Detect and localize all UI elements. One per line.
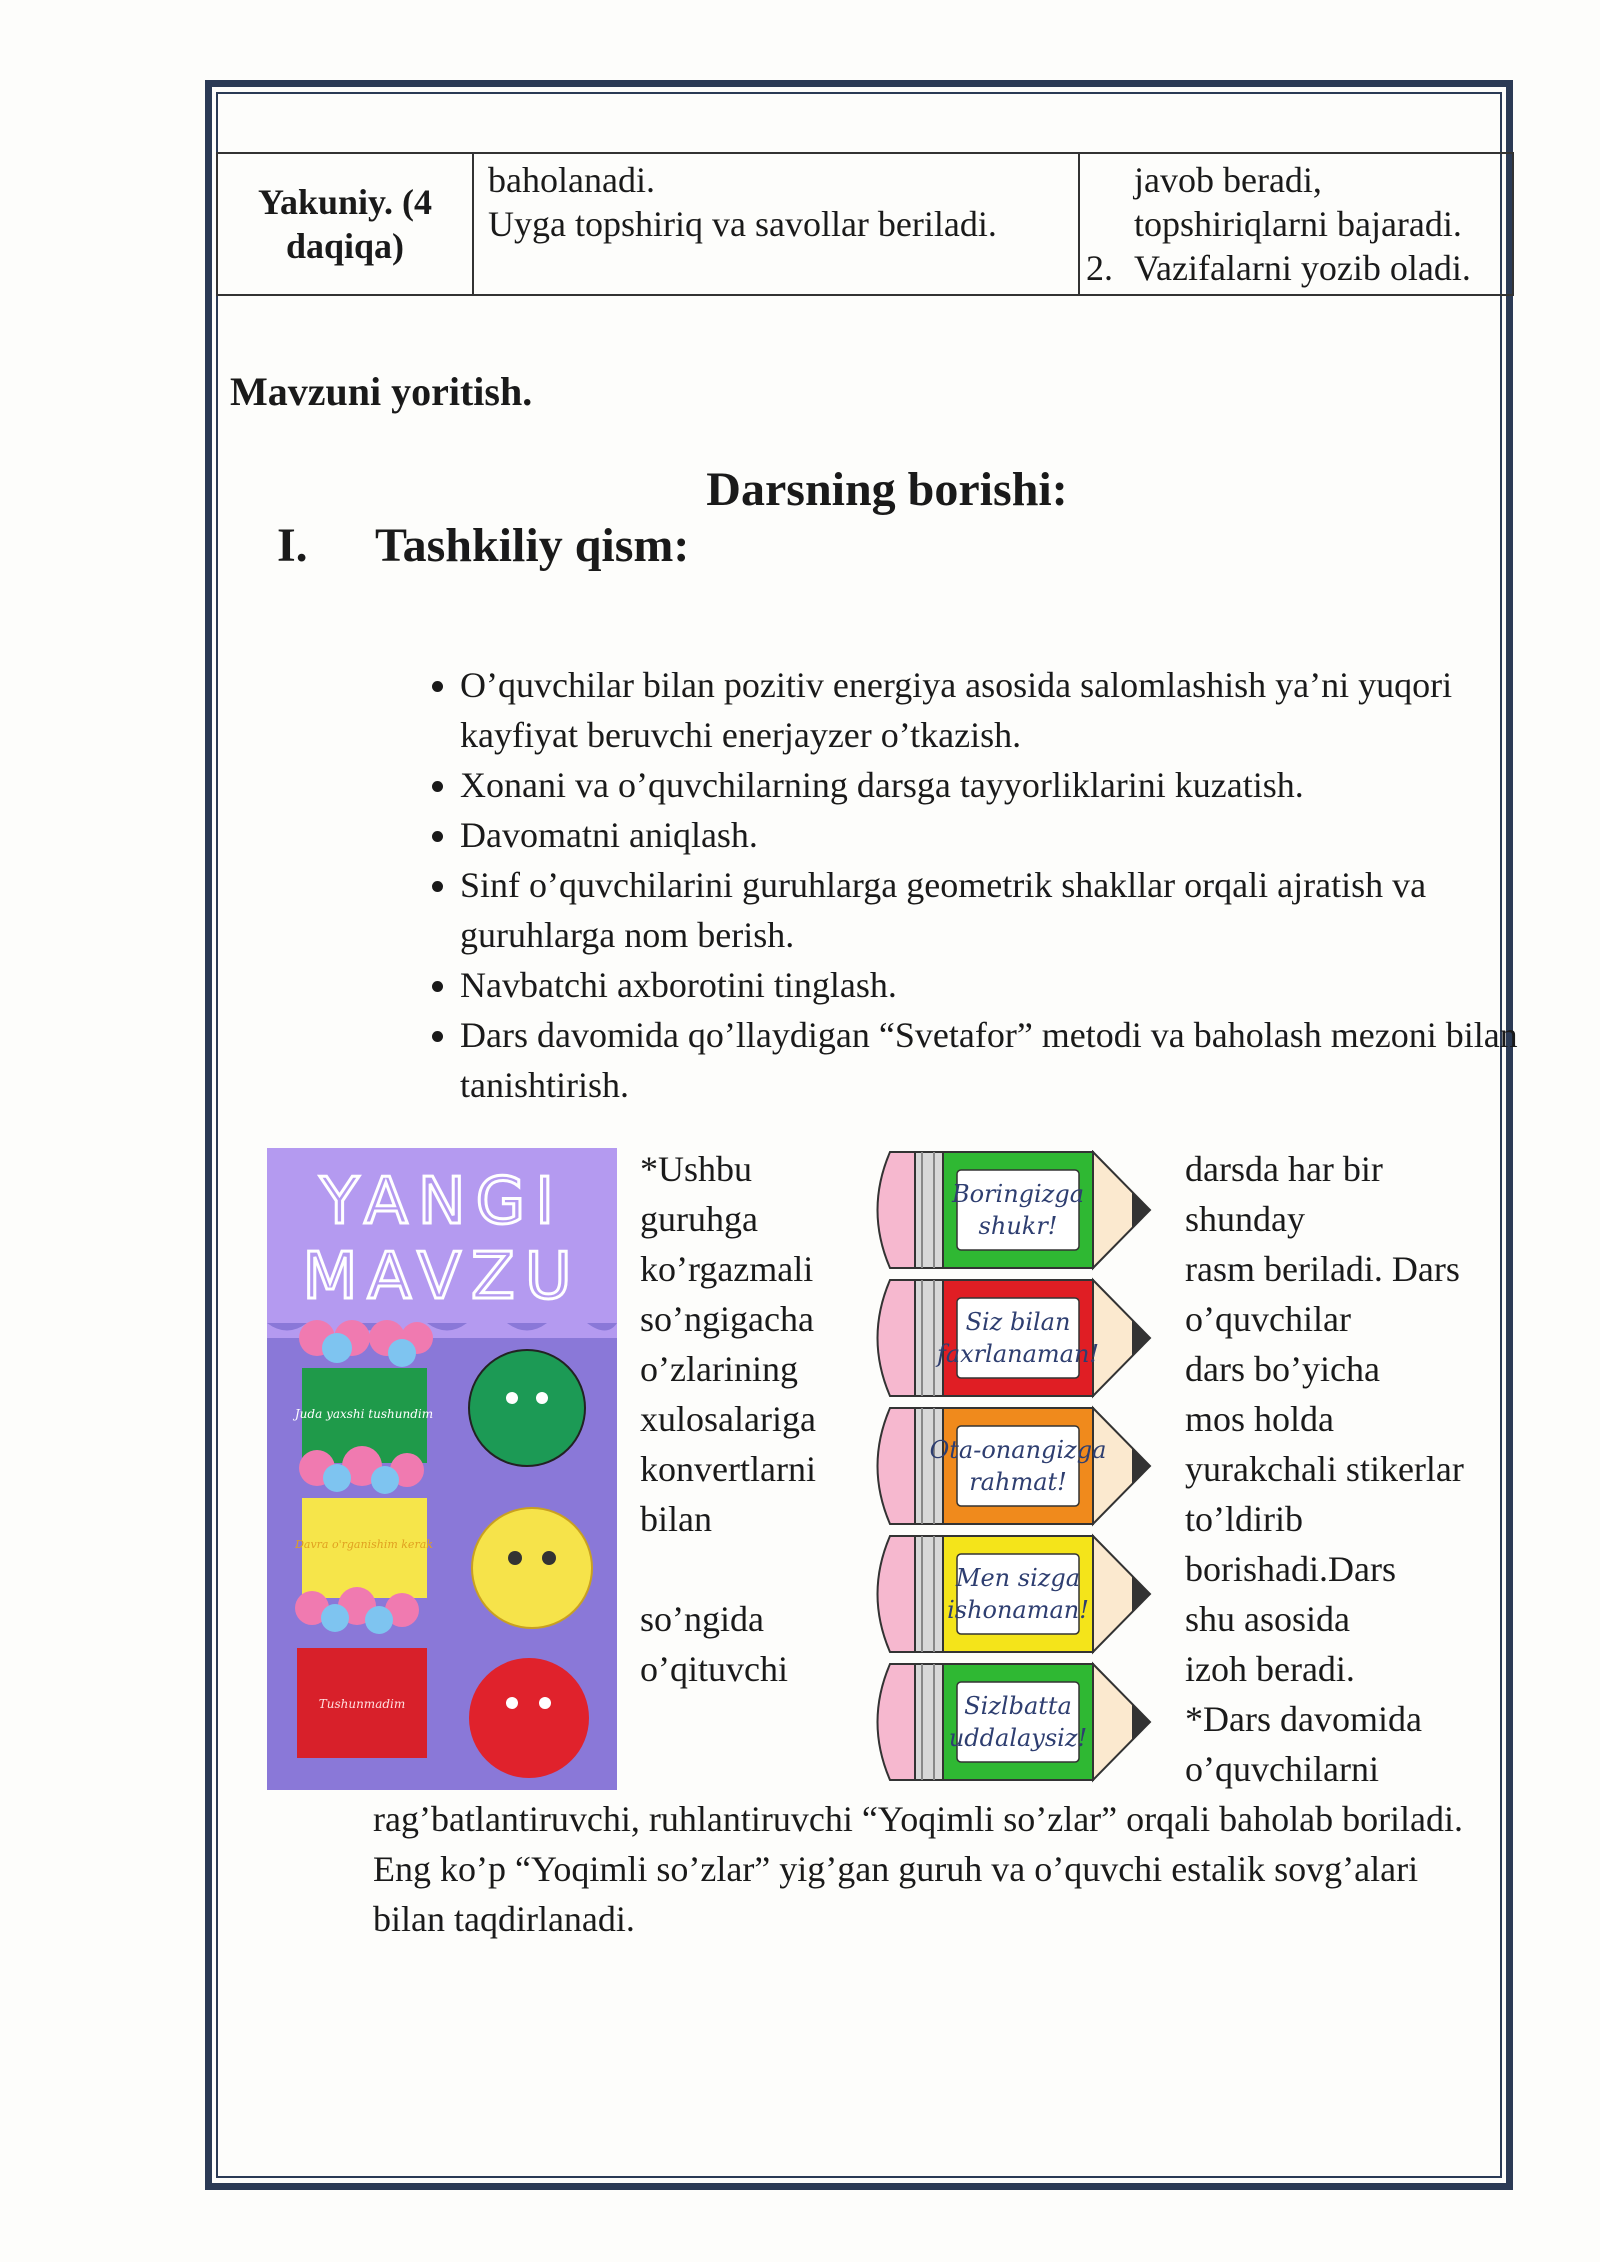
section-heading [277, 518, 689, 573]
list-item: • Dars davomida qo’llaydigan “Svetafor” metodi va baholash mezoni bilan tanishtirish. [460, 1010, 1540, 1110]
text-line: borishadi.Dars [1185, 1549, 1396, 1589]
text-line: konvertlarni [640, 1449, 816, 1489]
text-line: darsda har bir [1185, 1149, 1383, 1189]
teacher-cell [473, 153, 1079, 295]
text-line: so’ngigacha [640, 1299, 814, 1339]
text-column-middle-bottom [640, 1594, 830, 1694]
list-item: • O’quvchilar bilan pozitiv energiya asosida salomlashish ya’ni yuqori kayfiyat beruvchi enerjayzer o’tkazish. [460, 660, 1540, 760]
pencil-sticker [878, 1280, 1151, 1396]
pencil-label-line2: ishonaman! [947, 1596, 1089, 1624]
poster-illustration [267, 1148, 617, 1790]
label-green: Juda yaxshi tushundim [294, 1407, 434, 1421]
student-line: javob beradi, [1134, 160, 1322, 200]
topic-heading: Mavzuni yoritish. [230, 369, 533, 414]
pencil-sticker [878, 1536, 1151, 1652]
table-row [217, 153, 1513, 295]
pencil-label-line1: Sizlbatta [964, 1692, 1072, 1720]
lesson-table [216, 152, 1514, 296]
text-line: mos holda [1185, 1399, 1334, 1439]
pencil-label-line1: Ota-onangizga [929, 1436, 1107, 1464]
closing-paragraph: rag’batlantiruvchi, ruhlantiruvchi “Yoqimli so’zlar” orqali baholab boriladi. Eng ko’p “Yoqimli so’zlar” yig’gan guruh va o’quvchi estalik sovg’alari bilan taqdirlanadi. [373, 1799, 1464, 1939]
pencil-label-line1: Men sizga [955, 1564, 1081, 1592]
lesson-flow-heading: Darsning borishi: [706, 463, 1068, 516]
pencil-sticker [878, 1664, 1151, 1780]
pencil-sticker [878, 1152, 1151, 1268]
teacher-line: Uyga topshiriq va savollar beriladi. [488, 204, 997, 244]
list-text: Vazifalarni yozib oladi. [1134, 248, 1471, 288]
bullet-list [412, 660, 1540, 1110]
pencil-stickers [860, 1150, 1160, 1790]
text-line: so’ngida [640, 1599, 764, 1639]
text-line: *Ushbu [640, 1149, 753, 1189]
poster-photo [267, 1148, 617, 1790]
pencil-label-line2: rahmat! [969, 1468, 1067, 1496]
stage-cell: Yakuniy. (4 daqiqa) [217, 153, 473, 295]
pencil-sticker [878, 1408, 1151, 1524]
text-line: rasm beriladi. Dars [1185, 1249, 1460, 1289]
section-title: Tashkiliy qism: [375, 519, 690, 572]
text-line: shunday [1185, 1199, 1305, 1239]
text-line: xulosalariga [640, 1399, 816, 1439]
list-item: • Sinf o’quvchilarini guruhlarga geometrik shakllar orqali ajratish va guruhlarga nom berish. [460, 860, 1540, 960]
text-line: izoh beradi. [1185, 1649, 1355, 1689]
text-line: guruhga [640, 1199, 758, 1239]
label-red: Tushunmadim [318, 1697, 406, 1711]
pencil-label-line1: Siz bilan [965, 1308, 1071, 1336]
teacher-line: baholanadi. [488, 160, 655, 200]
list-item: • Xonani va o’quvchilarning darsga tayyorliklarini kuzatish. [460, 760, 1540, 810]
text-column-right [1185, 1144, 1515, 1794]
text-line: to’ldirib [1185, 1499, 1303, 1539]
list-item: • Navbatchi axborotini tinglash. [460, 960, 1540, 1010]
pencil-label-line2: shukr! [978, 1212, 1058, 1240]
text-line: *Dars davomida [1185, 1699, 1422, 1739]
text-line: yurakchali stikerlar [1185, 1449, 1464, 1489]
list-number: 2. [1086, 248, 1113, 288]
text-line: dars bo’yicha [1185, 1349, 1380, 1389]
text-line: bilan [640, 1499, 712, 1539]
student-list-item [1086, 246, 1504, 290]
pencil-label-line1: Boringizga [951, 1180, 1085, 1208]
poster-title-2: MAVZU [302, 1240, 582, 1314]
student-line: topshiriqlarni bajaradi. [1134, 204, 1462, 244]
poster-title-1: YANGI [319, 1165, 565, 1239]
text-line: o’qituvchi [640, 1649, 788, 1689]
text-line: o’zlarining [640, 1349, 798, 1389]
text-line: o’quvchilarni [1185, 1749, 1379, 1789]
list-item: • Davomatni aniqlash. [460, 810, 1540, 860]
pencil-label-line2: faxrlanaman! [936, 1340, 1100, 1368]
text-column-middle-top [640, 1144, 830, 1544]
label-yellow: Davra o'rganishim kerak [295, 1538, 433, 1551]
text-line: ko’rgazmali [640, 1249, 814, 1289]
text-line: o’quvchilar [1185, 1299, 1351, 1339]
pencil-label-line2: uddalaysiz! [948, 1724, 1088, 1752]
section-number: I. [277, 519, 308, 572]
text-line: shu asosida [1185, 1599, 1350, 1639]
student-cell [1079, 153, 1513, 295]
